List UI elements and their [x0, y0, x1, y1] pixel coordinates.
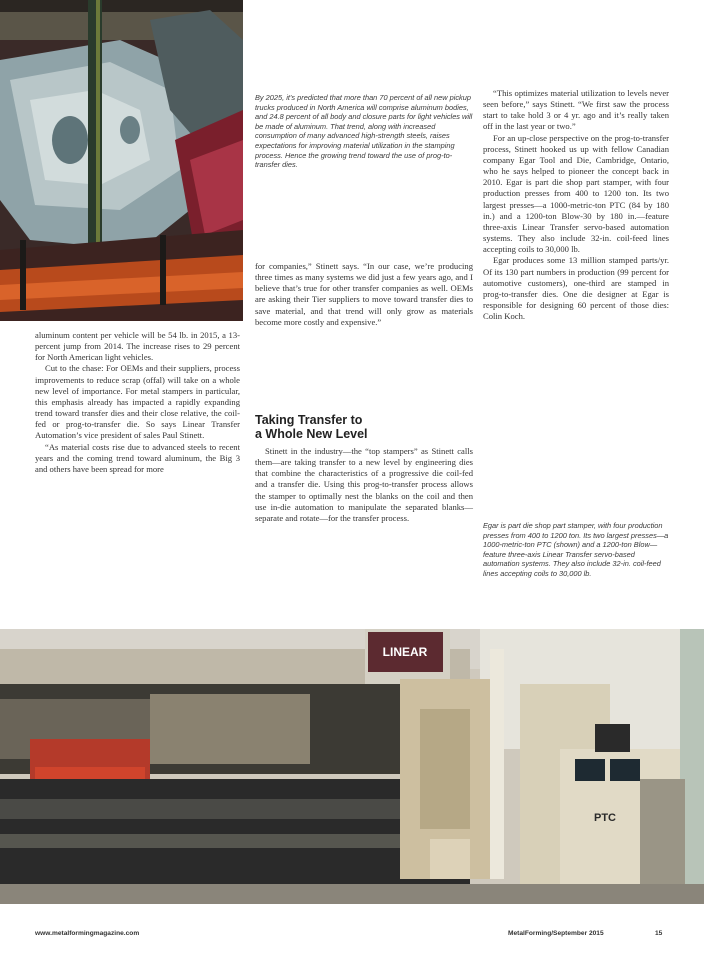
footer-website: www.metalformingmagazine.com: [35, 930, 140, 937]
paragraph: Cut to the chase: For OEMs and their suppliers, process improvements to reduce scrap (offal) will take on a whole new level of importance. For metal stampers in particular, this emphasis already has impacted a rapidly expanding trend toward transfer dies and their close relative, the coil-fed or prog-to-transfer die. So says Linear Transfer Automation’s vice president of sales Paul Stinett.: [35, 363, 240, 441]
press-label-text: PTC: [594, 812, 616, 824]
footer-publication: MetalForming/September 2015: [508, 930, 604, 937]
paragraph: aluminum content per vehicle will be 54 lb. in 2015, a 13-percent jump from 2014. The increase rises to 29 percent for North American light vehicles.: [35, 330, 240, 363]
page-number: 15: [655, 930, 663, 937]
press-photo-caption: Egar is part die shop part stamper, with four production presses from 400 to 1200 ton. Its two largest presses—a 1000-metric-ton PTC (shown) and a 1200-ton Blow—feature three-axis Linear Transfer servo-based automation systems. They also include 32-in. coil-feed lines accepting coils to 30,000 lb.: [483, 521, 669, 578]
paragraph: “As material costs rise due to advanced steels to recent years and the coming trend toward aluminum, the Big 3 and others have been spread for more: [35, 441, 240, 474]
bottom-photo-press-line: [0, 629, 704, 904]
article-column-2-top: [255, 261, 473, 328]
paragraph: “This optimizes material utilization to levels never seen before,” says Stinett. “We first saw the process start to take hold 3 or 4 yr. ago and it’s really taken off in the last year or two.”: [483, 88, 669, 132]
paragraph: Egar produces some 13 million stamped parts/yr. Of its 130 part numbers in production (99 percent for automotive customers), one-third are stamped in prog-to-transfer dies. One die designer at Egar is responsible for designing 60 percent of those dies: Colin Koch.: [483, 255, 669, 322]
article-column-1: [35, 330, 240, 475]
press-sign-text: LINEAR: [382, 645, 428, 659]
article-column-2-bottom: [255, 446, 473, 524]
section-subhead: [255, 414, 473, 441]
subhead-line: Taking Transfer to: [255, 413, 363, 427]
paragraph: For an up-close perspective on the prog-to-transfer process, Stinett hooked us up with fellow Canadian company Egar Tool and Die, Cambridge, Ontario, who he says helped to pioneer the concept back in 2010. Egar is part die shop part stamper, with four production presses from 400 to 1200 ton. Its two largest presses—a 1000-metric-ton PTC (84 by 180 in.) and a 1200-ton Blow-30 by 180 in.—feature three-axis Linear Transfer servo-based automation systems. They also include 32-in. coil-feed lines accepting coils to 30,000 lb.: [483, 132, 669, 255]
top-photo-caption: By 2025, it’s predicted that more than 70 percent of all new pickup trucks produced in North America will comprise aluminum bodies, and 24.8 percent of all body and closure parts for light vehicles will be made of aluminum. That trend, along with increased consumption of many advanced high-strength steels, raises expectations for improving material utilization in the stamping process. Hence the growing trend toward the use of prog-to-transfer dies.: [255, 93, 473, 170]
article-column-3: [483, 88, 669, 322]
paragraph: for companies,” Stinett says. “In our case, we’re producing three times as many systems we did just a few years ago, and I believe that’s true for other transfer companies as well. OEMs are asking their Tier suppliers to move toward transfer dies to save material, and that trend will only grow as materials become more costly and expensive.”: [255, 261, 473, 327]
top-photo-body-panels: [0, 0, 243, 321]
paragraph: Stinett in the industry—the “top stampers” as Stinett calls them—are taking transfer to a new level by engineering dies that combine the characteristics of a progressive die coil-fed and a transfer die. Using this prog-to-transfer process allows the stamper to optimally nest the blanks on the coil and then use in-die automation to manipulate the separated blanks—separate and rotate—for the transfer process.: [255, 446, 473, 523]
subhead-line: a Whole New Level: [255, 426, 368, 441]
